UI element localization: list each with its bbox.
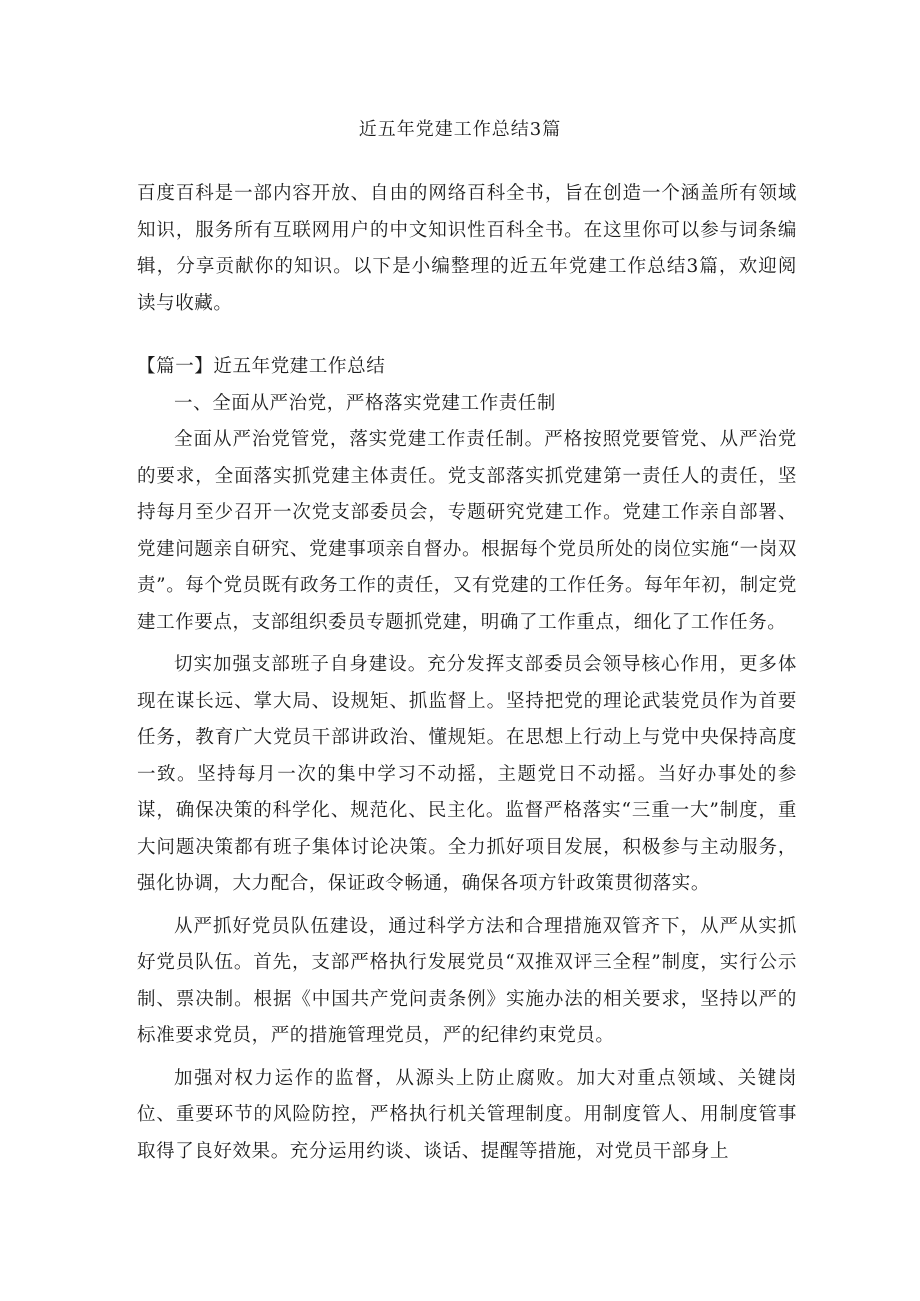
article-body: [137, 349, 797, 1176]
document-title: 近五年党建工作总结3篇: [358, 119, 562, 140]
body-paragraph: 加强对权力运作的监督，从源头上防止腐败。加大对重点领域、关键岗位、重要环节的风险防控，严格执行机关管理制度。用制度管人、用制度管事取得了良好效果。充分运用约谈、谈话、提醒等措施，对党员干部身上: [137, 1067, 797, 1162]
section-heading: 一、全面从严治党，严格落实党建工作责任制: [174, 392, 557, 414]
body-paragraph: 切实加强支部班子自身建设。充分发挥支部委员会领导核心作用，更多体现在谋长远、掌大局、设规矩、抓监督上。坚持把党的理论武装党员作为首要任务，教育广大党员干部讲政治、懂规矩。在思想上行动上与党中央保持高度一致。坚持每月一次的集中学习不动摇，主题党日不动摇。当好办事处的参谋，确保决策的科学化、规范化、民主化。监督严格落实“三重一大”制度，重大问题决策都有班子集体讨论决策。全力抓好项目发展，积极参与主动服务，强化协调，大力配合，保证政令畅通，确保各项方针政策贯彻落实。: [137, 654, 797, 894]
chapter-heading: 【篇一】近五年党建工作总结: [137, 356, 386, 377]
intro-paragraph: 百度百科是一部内容开放、自由的网络百科全书，旨在创造一个涵盖所有领域知识，服务所有互联网用户的中文知识性百科全书。在这里你可以参与词条编辑，分享贡献你的知识。以下是小编整理的近五年党建工作总结3篇，欢迎阅读与收藏。: [137, 183, 797, 314]
body-paragraph: 从严抓好党员队伍建设，通过科学方法和合理措施双管齐下，从严从实抓好党员队伍。首先，支部严格执行发展党员“双推双评三全程”制度，实行公示制、票决制。根据《中国共产党问责条例》实施办法的相关要求，坚持以严的标准要求党员，严的措施管理党员，严的纪律约束党员。: [137, 915, 797, 1046]
body-paragraph: 全面从严治党管党，落实党建工作责任制。严格按照党要管党、从严治党的要求，全面落实抓党建主体责任。党支部落实抓党建第一责任人的责任，坚持每月至少召开一次党支部委员会，专题研究党建工作。党建工作亲自部署、党建问题亲自研究、党建事项亲自督办。根据每个党员所处的岗位实施“一岗双责”。每个党员既有政务工作的责任，又有党建的工作任务。每年年初，制定党建工作要点，支部组织委员专题抓党建，明确了工作重点，细化了工作任务。: [137, 429, 797, 633]
